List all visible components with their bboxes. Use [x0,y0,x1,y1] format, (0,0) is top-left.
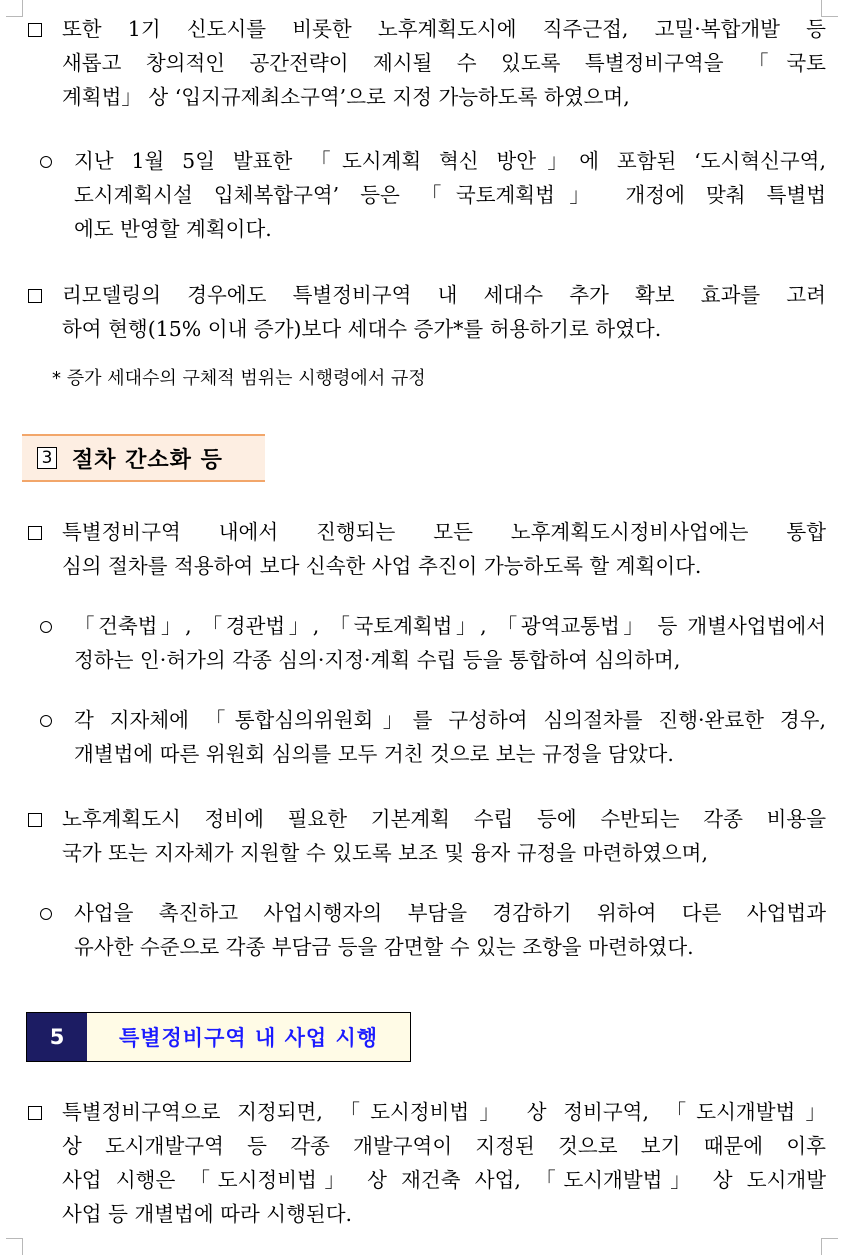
text-line: 계획법」 상 ‘입지규제최소구역’으로 지정 가능하도록 하였으며, [62,85,630,109]
page-corner-mark [6,0,23,17]
circle-bullet-icon [40,156,52,168]
circle-bullet-icon [40,908,52,920]
text-line: 사업을 촉진하고 사업시행자의 부담을 경감하기 위하여 다른 사업법과 [74,901,826,925]
section-number: 3 [37,447,57,469]
paragraph-new-town-zoning [62,12,826,114]
paragraph-urban-innovation-zone [74,144,826,246]
paragraph-integrated-review [62,515,826,583]
square-bullet-icon [28,526,42,540]
text-line: 사업 등 개별법에 따라 시행된다. [62,1202,353,1226]
section-title: 절차 간소화 등 [72,447,223,473]
text-line: 지난 1월 5일 발표한 「도시계획 혁신 방안」에 포함된 ‘도시혁신구역, [74,149,826,173]
text-line: 노후계획도시 정비에 필요한 기본계획 수립 등에 수반되는 각종 비용을 [62,807,826,831]
text-line: 심의 절차를 적용하여 보다 신속한 사업 추진이 가능하도록 할 계획이다. [62,554,702,578]
paragraph-review-committee [74,703,826,771]
square-bullet-icon [28,1106,42,1120]
text-line: 사업 시행은 「도시정비법」 상 재건축 사업, 「도시개발법」 상 도시개발 [62,1168,826,1192]
paragraph-individual-acts [74,609,826,677]
text-line: 에도 반영할 계획이다. [74,217,272,241]
paragraph-remodeling [62,278,826,346]
footnote: * 증가 세대수의 구체적 범위는 시행령에서 규정 [52,368,426,389]
text-line: 상 도시개발구역 등 각종 개발구역이 지정된 것으로 보기 때문에 이후 [62,1134,826,1158]
page-corner-mark [6,1238,23,1255]
paragraph-cost-support [62,802,826,870]
section-5-header [26,1012,411,1062]
text-line: 특별정비구역으로 지정되면, 「도시정비법」 상 정비구역, 「도시개발법」 [62,1100,826,1124]
text-line: 「건축법」, 「경관법」, 「국토계획법」, 「광역교통법」 등 개별사업법에서 [74,614,826,638]
square-bullet-icon [28,289,42,303]
text-line: 도시계획시설 입체복합구역’ 등은 「국토계획법」 개정에 맞춰 특별법 [74,183,826,207]
paragraph-project-execution [62,1095,826,1231]
circle-bullet-icon [40,715,52,727]
section-3-header [22,434,265,482]
text-line: 리모델링의 경우에도 특별정비구역 내 세대수 추가 확보 효과를 고려 [62,283,826,307]
square-bullet-icon [28,23,42,37]
text-line: 또한 1기 신도시를 비롯한 노후계획도시에 직주근접, 고밀·복합개발 등 [62,17,826,41]
text-line: 유사한 수준으로 각종 부담금 등을 감면할 수 있는 조항을 마련하였다. [74,935,694,959]
text-line: 국가 또는 지자체가 지원할 수 있도록 보조 및 융자 규정을 마련하였으며, [62,841,708,865]
circle-bullet-icon [40,621,52,633]
text-line: 특별정비구역 내에서 진행되는 모든 노후계획도시정비사업에는 통합 [62,520,826,544]
text-line: 정하는 인·허가의 각종 심의·지정·계획 수립 등을 통합하여 심의하며, [74,648,681,672]
text-line: 각 지자체에 「통합심의위원회」를 구성하여 심의절차를 진행·완료한 경우, [74,708,826,732]
page-corner-mark [821,1238,838,1255]
text-line: 하여 현행(15% 이내 증가)보다 세대수 증가*를 허용하기로 하였다. [62,317,662,341]
text-line: 개별법에 따른 위원회 심의를 모두 거친 것으로 보는 규정을 담았다. [74,742,674,766]
section-title: 특별정비구역 내 사업 시행 [87,1013,410,1061]
section-number: 5 [27,1013,87,1061]
paragraph-charge-reduction [74,896,826,964]
square-bullet-icon [28,813,42,827]
text-line: 새롭고 창의적인 공간전략이 제시될 수 있도록 특별정비구역을 「국토 [62,51,826,75]
